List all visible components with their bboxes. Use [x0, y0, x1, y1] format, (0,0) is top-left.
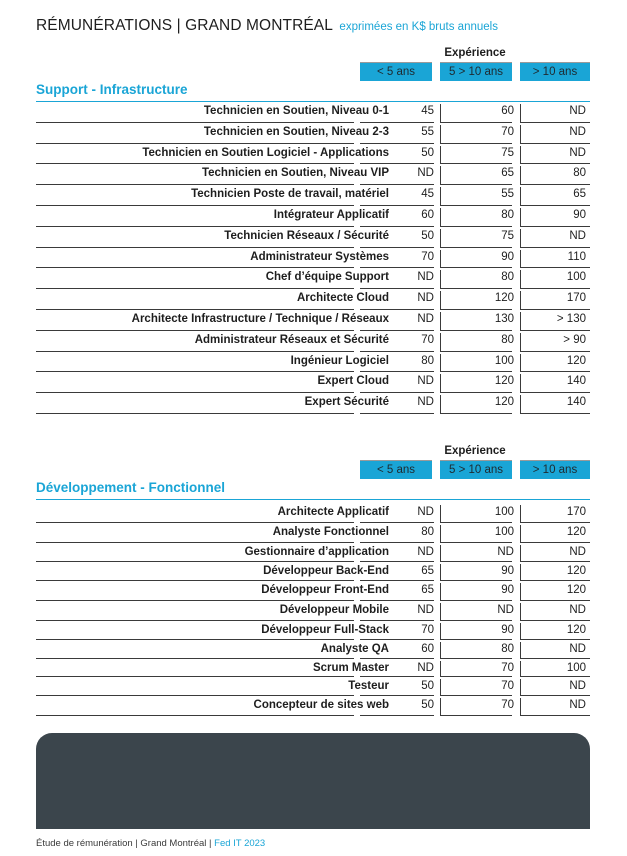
cell-divider: [440, 642, 441, 659]
value-gt10: ND: [569, 105, 586, 117]
table-row: [36, 562, 590, 581]
role-label: Technicien en Soutien Logiciel - Applications: [142, 146, 389, 159]
cell-divider: [520, 505, 521, 523]
value-lt5: 70: [421, 250, 434, 263]
value-lt5: ND: [417, 546, 434, 558]
table-row: [36, 102, 590, 123]
cell-divider: [440, 166, 441, 185]
value-gt10: ND: [569, 604, 586, 616]
value-5to10: 65: [501, 167, 514, 180]
cell-divider: [440, 104, 441, 123]
value-gt10: 80: [573, 167, 586, 180]
value-gt10: > 90: [563, 333, 586, 346]
cell-divider: [520, 525, 521, 543]
cell-underline: [360, 715, 434, 716]
cell-divider: [440, 603, 441, 621]
cell-divider: [440, 208, 441, 227]
value-lt5: 45: [421, 105, 434, 117]
cell-divider: [520, 583, 521, 601]
value-5to10: 120: [494, 375, 514, 388]
footer-text: Étude de rémunération | Grand Montréal |: [36, 838, 215, 849]
value-lt5: 70: [421, 333, 434, 346]
value-5to10: 75: [501, 229, 514, 242]
cell-divider: [440, 146, 441, 165]
value-lt5: ND: [417, 292, 434, 305]
cell-divider: [520, 291, 521, 310]
column-header-gt10: > 10 ans: [520, 63, 590, 81]
value-lt5: 55: [421, 125, 434, 138]
value-5to10: 120: [494, 292, 514, 305]
table-row: [36, 581, 590, 601]
value-lt5: 65: [421, 565, 434, 577]
role-label: Technicien en Soutien, Niveau 2-3: [203, 125, 389, 138]
value-lt5: 50: [421, 699, 434, 711]
cell-divider: [520, 603, 521, 621]
page-title: [36, 17, 498, 35]
value-gt10: 120: [566, 624, 586, 636]
value-gt10: 100: [566, 662, 586, 674]
value-5to10: 120: [494, 396, 514, 409]
value-lt5: 60: [421, 643, 434, 655]
value-5to10: 70: [501, 662, 514, 674]
value-lt5: ND: [417, 604, 434, 616]
cell-divider: [440, 187, 441, 206]
role-label: Scrum Master: [312, 662, 389, 674]
cell-divider: [440, 270, 441, 289]
value-gt10: 120: [566, 565, 586, 577]
role-label: Administrateur Réseaux et Sécurité: [194, 333, 389, 346]
table-row: [36, 227, 590, 248]
column-header-lt5: < 5 ans: [360, 461, 432, 479]
page-subtitle: exprimées en K$ bruts annuels: [339, 21, 498, 33]
role-label: Architecte Cloud: [296, 292, 389, 305]
table-row: [36, 372, 590, 393]
value-lt5: 70: [421, 624, 434, 636]
value-5to10: 100: [494, 506, 514, 518]
value-lt5: ND: [417, 662, 434, 674]
value-lt5: ND: [417, 506, 434, 518]
value-5to10: 80: [501, 209, 514, 221]
dark-panel: [36, 733, 590, 829]
value-lt5: ND: [417, 396, 434, 409]
table-row: [36, 310, 590, 331]
table-row: [36, 331, 590, 352]
cell-divider: [520, 125, 521, 144]
value-gt10: 170: [566, 292, 586, 305]
cell-divider: [520, 229, 521, 248]
value-lt5: ND: [417, 313, 434, 325]
value-5to10: ND: [497, 604, 514, 616]
cell-divider: [520, 354, 521, 373]
value-5to10: 90: [501, 584, 514, 596]
table-row: [36, 123, 590, 144]
value-lt5: 80: [421, 526, 434, 538]
experience-label: Expérience: [444, 445, 506, 457]
table-row: [36, 352, 590, 373]
value-lt5: 50: [421, 680, 434, 692]
table-row: [36, 621, 590, 640]
column-header-5to10: 5 > 10 ans: [440, 461, 512, 479]
row-underline: [36, 715, 354, 716]
value-gt10: 65: [573, 188, 586, 201]
table-row: [36, 393, 590, 414]
value-lt5: 45: [421, 188, 434, 201]
value-5to10: 100: [494, 354, 514, 367]
cell-divider: [520, 187, 521, 206]
role-label: Gestionnaire d’application: [244, 546, 389, 558]
cell-divider: [520, 661, 521, 677]
cell-divider: [440, 661, 441, 677]
cell-divider: [440, 583, 441, 601]
value-gt10: 120: [566, 584, 586, 596]
column-header-lt5: < 5 ans: [360, 63, 432, 81]
value-5to10: 70: [501, 125, 514, 138]
role-label: Technicien en Soutien, Niveau 0-1: [203, 105, 389, 117]
cell-divider: [440, 679, 441, 696]
value-gt10: ND: [569, 546, 586, 558]
cell-divider: [440, 374, 441, 393]
value-5to10: 90: [501, 250, 514, 263]
value-5to10: 80: [501, 333, 514, 346]
value-gt10: 140: [566, 375, 586, 388]
column-header-gt10: > 10 ans: [520, 461, 590, 479]
role-label: Technicien en Soutien, Niveau VIP: [201, 167, 389, 180]
cell-divider: [440, 698, 441, 716]
role-label: Chef d’équipe Support: [265, 271, 389, 284]
value-gt10: ND: [569, 125, 586, 138]
role-label: Testeur: [348, 680, 389, 692]
table-row: [36, 696, 590, 716]
cell-divider: [520, 623, 521, 640]
value-gt10: ND: [569, 146, 586, 159]
section-title: Développement - Fonctionnel: [36, 480, 226, 495]
cell-divider: [520, 679, 521, 696]
role-label: Administrateur Systèmes: [250, 250, 389, 263]
cell-divider: [440, 354, 441, 373]
cell-divider: [440, 525, 441, 543]
value-gt10: ND: [569, 229, 586, 242]
value-gt10: 170: [566, 506, 586, 518]
page-footer: [36, 838, 265, 849]
role-label: Expert Cloud: [317, 375, 389, 388]
table-row: [36, 640, 590, 659]
value-gt10: 90: [573, 209, 586, 221]
cell-underline: [520, 715, 590, 716]
cell-divider: [440, 229, 441, 248]
table-row: [36, 248, 590, 269]
cell-underline: [360, 413, 434, 414]
value-5to10: ND: [497, 546, 514, 558]
cell-divider: [520, 270, 521, 289]
table-row: [36, 289, 590, 310]
footer-accent: Fed IT 2023: [214, 838, 266, 849]
table-row: [36, 503, 590, 523]
cell-divider: [520, 146, 521, 165]
role-label: Développeur Front-End: [261, 584, 389, 596]
role-label: Analyste QA: [320, 643, 389, 655]
value-5to10: 100: [494, 526, 514, 538]
column-header-5to10: 5 > 10 ans: [440, 63, 512, 81]
cell-divider: [440, 545, 441, 562]
cell-divider: [440, 395, 441, 414]
table-row: [36, 543, 590, 562]
page-title-main: RÉMUNÉRATIONS | GRAND MONTRÉAL: [36, 17, 333, 34]
table-row: [36, 206, 590, 227]
role-label: Technicien Poste de travail, matériel: [191, 188, 389, 201]
value-lt5: 50: [421, 146, 434, 159]
cell-divider: [520, 333, 521, 352]
value-gt10: 140: [566, 396, 586, 409]
cell-divider: [520, 166, 521, 185]
value-gt10: 110: [567, 250, 586, 263]
table-row: [36, 523, 590, 543]
value-5to10: 90: [501, 565, 514, 577]
role-label: Architecte Applicatif: [277, 506, 389, 518]
cell-underline: [520, 413, 590, 414]
value-5to10: 80: [501, 643, 514, 655]
value-lt5: 65: [421, 584, 434, 596]
value-5to10: 70: [501, 699, 514, 711]
value-gt10: > 130: [556, 313, 586, 325]
role-label: Ingénieur Logiciel: [290, 354, 389, 367]
value-5to10: 90: [501, 624, 514, 636]
role-label: Développeur Full-Stack: [261, 624, 389, 636]
table-row: [36, 601, 590, 621]
value-5to10: 55: [501, 188, 514, 201]
role-label: Développeur Back-End: [263, 565, 389, 577]
section-title: Support - Infrastructure: [36, 82, 188, 97]
cell-divider: [520, 250, 521, 269]
table-row: [36, 185, 590, 206]
cell-divider: [520, 642, 521, 659]
value-gt10: ND: [569, 699, 586, 711]
cell-divider: [520, 208, 521, 227]
cell-divider: [440, 125, 441, 144]
value-lt5: 80: [421, 354, 434, 367]
value-5to10: 70: [501, 680, 514, 692]
value-lt5: ND: [417, 375, 434, 388]
value-5to10: 130: [494, 313, 514, 325]
cell-divider: [520, 374, 521, 393]
cell-underline: [440, 715, 512, 716]
value-5to10: 60: [501, 105, 514, 117]
cell-divider: [440, 333, 441, 352]
role-label: Expert Sécurité: [304, 396, 389, 409]
role-label: Intégrateur Applicatif: [273, 209, 389, 221]
role-label: Développeur Mobile: [279, 604, 389, 616]
role-label: Analyste Fonctionnel: [272, 526, 389, 538]
value-gt10: 120: [566, 526, 586, 538]
cell-divider: [440, 250, 441, 269]
value-5to10: 75: [501, 146, 514, 159]
role-label: Technicien Réseaux / Sécurité: [224, 229, 389, 242]
role-label: Concepteur de sites web: [253, 699, 389, 711]
table-row: [36, 144, 590, 165]
cell-divider: [520, 564, 521, 581]
table-row: [36, 164, 590, 185]
cell-divider: [440, 505, 441, 523]
cell-divider: [520, 545, 521, 562]
value-gt10: ND: [569, 680, 586, 692]
section-rule: [36, 499, 590, 500]
value-gt10: ND: [569, 643, 586, 655]
cell-divider: [440, 291, 441, 310]
cell-divider: [520, 104, 521, 123]
value-gt10: 100: [566, 271, 586, 284]
value-lt5: ND: [417, 271, 434, 284]
table-row: [36, 268, 590, 289]
experience-label: Expérience: [444, 47, 506, 59]
cell-divider: [440, 564, 441, 581]
cell-underline: [440, 413, 512, 414]
value-lt5: 60: [421, 209, 434, 221]
table-row: [36, 659, 590, 677]
table-row: [36, 677, 590, 696]
cell-divider: [520, 312, 521, 331]
cell-divider: [520, 698, 521, 716]
cell-divider: [440, 623, 441, 640]
value-gt10: 120: [566, 354, 586, 367]
value-lt5: 50: [421, 229, 434, 242]
value-lt5: ND: [417, 167, 434, 180]
role-label: Architecte Infrastructure / Technique / Réseaux: [131, 313, 389, 325]
value-5to10: 80: [501, 271, 514, 284]
cell-divider: [440, 312, 441, 331]
row-underline: [36, 413, 354, 414]
cell-divider: [520, 395, 521, 414]
